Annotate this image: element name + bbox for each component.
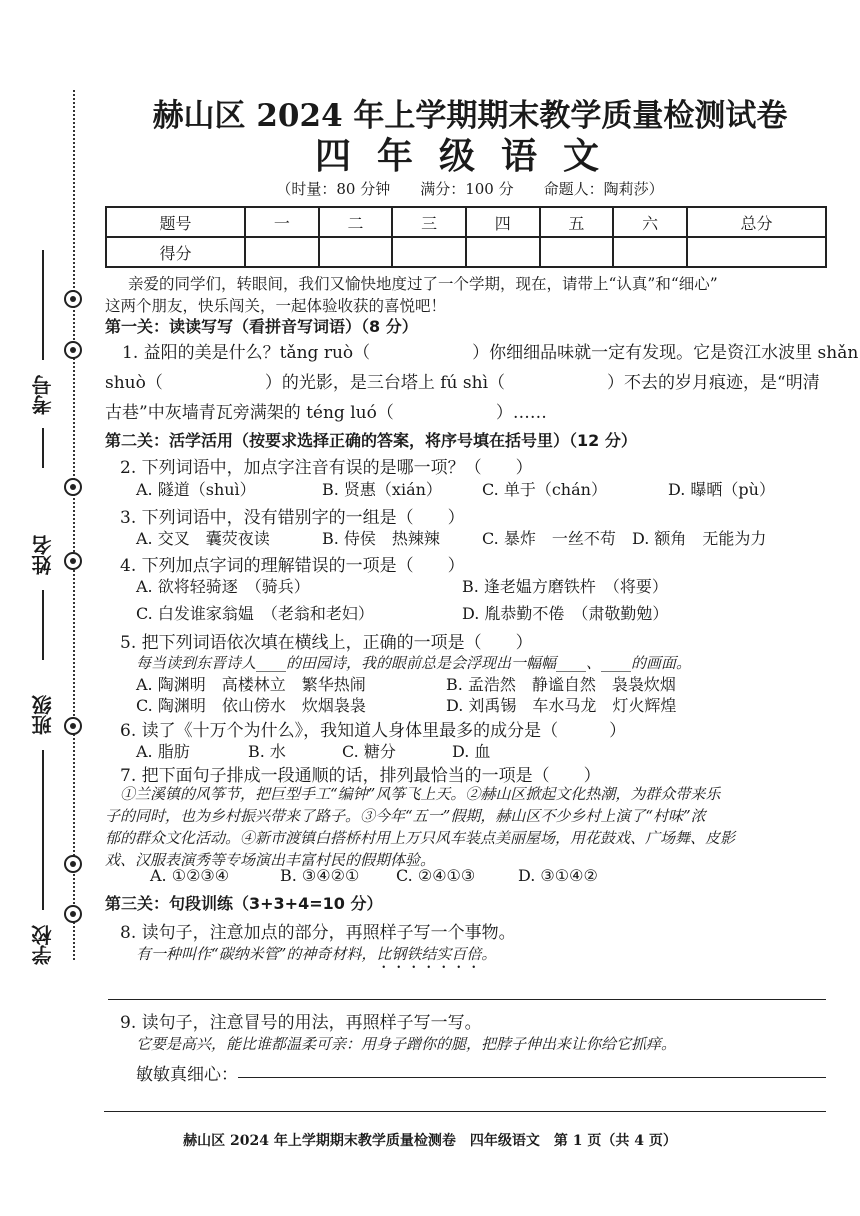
- name-line: [42, 590, 44, 660]
- score-cell: 四: [466, 207, 540, 237]
- option-b[interactable]: B. 孟浩然 静谧自然 袅袅炊烟: [446, 675, 676, 694]
- question-text: 7. 把下面句子排成一段通顺的话，排列最恰当的一项是（ ）: [120, 766, 601, 786]
- section-heading: 第一关：读读写写（看拼音写词语）（8 分）: [105, 317, 418, 336]
- exam-number-line: [42, 250, 44, 360]
- option-c[interactable]: C. 糖分: [342, 742, 396, 761]
- score-table: [105, 206, 827, 268]
- example-sentence: [136, 943, 496, 972]
- question-text: 6. 读了《十万个为什么》，我知道人身体里最多的成分是（ ）: [120, 721, 627, 741]
- question-text: 4. 下列加点字词的理解错误的一项是（ ）: [120, 556, 465, 576]
- exam-meta: （时量：80 分钟 满分：100 分 命题人：陶莉莎）: [276, 180, 664, 198]
- option-c[interactable]: C. 白发谁家翁媪 （老翁和老妇）: [136, 604, 374, 623]
- section-heading: 第二关：活学活用（按要求选择正确的答案，将序号填在括号里）（12 分）: [105, 431, 637, 450]
- option-b[interactable]: B. 贤惠（xián）: [322, 480, 442, 499]
- binding-hole-icon: [64, 905, 82, 923]
- option-a[interactable]: A. 欲将轻骑逐 （骑兵）: [136, 577, 310, 596]
- school-label: 学校: [31, 925, 55, 965]
- option-d[interactable]: D. 刘禹锡 车水马龙 灯火辉煌: [446, 696, 677, 715]
- question-text: 8. 读句子，注意加点的部分，再照样子写一个事物。: [120, 923, 516, 943]
- option-a[interactable]: A. ①②③④: [150, 866, 230, 885]
- binding-hole-icon: [64, 552, 82, 570]
- option-c[interactable]: C. 暴炸 一丝不苟: [482, 529, 616, 548]
- intro-text: 亲爱的同学们，转眼间，我们又愉快地度过了一个学期，现在，请带上“认真”和“细心”: [128, 275, 718, 293]
- score-cell: 总分: [687, 207, 826, 237]
- option-b[interactable]: B. 侍侯 热辣辣: [322, 529, 440, 548]
- binding-hole-icon: [64, 855, 82, 873]
- option-d[interactable]: D. 血: [452, 742, 491, 761]
- example-text: 有一种叫作“碳纳米管”的神奇材料，: [136, 945, 377, 963]
- score-table-score-row: [106, 237, 826, 267]
- option-c[interactable]: C. 单于（chán）: [482, 480, 607, 499]
- example-text: 。: [481, 945, 497, 963]
- score-input-cell[interactable]: [466, 237, 540, 267]
- question-text: 2. 下列词语中，加点字注音有误的是哪一项？（ ）: [120, 458, 533, 478]
- question-text: 1. 益阳的美是什么？tǎng ruò（ ）你细细品味就一定有发现。它是资江水波里 shǎn: [122, 343, 859, 363]
- intro-text: 这两个朋友，快乐闯关，一起体验收获的喜悦吧！: [105, 297, 447, 315]
- question-text: 5. 把下列词语依次填在横线上，正确的一项是（ ）: [120, 633, 533, 653]
- score-cell: 题号: [106, 207, 245, 237]
- answer-line[interactable]: [108, 999, 826, 1000]
- option-c[interactable]: C. ②④①③: [396, 866, 476, 885]
- score-cell: 二: [319, 207, 393, 237]
- binding-hole-icon: [64, 478, 82, 496]
- section-heading: 第三关：句段训练（3+3+4=10 分）: [105, 894, 383, 913]
- binding-hole-icon: [64, 341, 82, 359]
- option-a[interactable]: A. 脂肪: [136, 742, 190, 761]
- option-b[interactable]: B. 逢老媪方磨铁杵 （将要）: [462, 577, 668, 596]
- option-b[interactable]: B. 水: [248, 742, 286, 761]
- score-table-header-row: [106, 207, 826, 237]
- class-line: [42, 750, 44, 910]
- option-b[interactable]: B. ③④②①: [280, 866, 360, 885]
- option-d[interactable]: D. 额角 无能为力: [632, 529, 767, 548]
- answer-line[interactable]: [238, 1077, 826, 1078]
- exam-number-label: 考号: [31, 375, 55, 415]
- exam-number-line: [42, 428, 44, 468]
- score-input-cell[interactable]: [687, 237, 826, 267]
- score-cell: 一: [245, 207, 319, 237]
- exam-subtitle: 四年级语文: [314, 136, 625, 177]
- score-input-cell[interactable]: [540, 237, 614, 267]
- option-c[interactable]: C. 陶渊明 依山傍水 炊烟袅袅: [136, 696, 366, 715]
- score-input-cell[interactable]: [392, 237, 466, 267]
- option-a[interactable]: A. 交叉 囊荧夜读: [136, 529, 270, 548]
- score-input-cell[interactable]: [613, 237, 687, 267]
- name-label: 姓名: [31, 535, 55, 575]
- question-text: 古巷”中灰墙青瓦旁满架的 téng luó（ ）……: [105, 403, 547, 423]
- question-text: 9. 读句子，注意冒号的用法，再照样子写一写。: [120, 1013, 482, 1033]
- option-a[interactable]: A. 陶渊明 高楼林立 繁华热闹: [136, 675, 366, 694]
- question-paragraph: 子的同时，也为乡村振兴带来了路子。③今年“五一”假期，赫山区不少乡村上演了“村味”浓: [105, 807, 706, 825]
- option-d[interactable]: D. 曝晒（pù）: [668, 480, 775, 499]
- option-d[interactable]: D. ③①④②: [518, 866, 598, 885]
- question-paragraph: 戏、汉服表演秀等专场演出丰富村民的假期体验。: [105, 851, 436, 869]
- page-footer: 赫山区 2024 年上学期期末教学质量检测卷 四年级语文 第 1 页（共 4 页）: [183, 1133, 677, 1149]
- question-text: 3. 下列词语中，没有错别字的一组是（ ）: [120, 508, 465, 528]
- score-cell: 五: [540, 207, 614, 237]
- answer-line[interactable]: [104, 1111, 826, 1112]
- question-paragraph: 郁的群众文化活动。④新市渡镇白搭桥村用上万只风车装点美丽屋场，用花鼓戏、广场舞、皮影: [105, 829, 736, 847]
- option-d[interactable]: D. 胤恭勤不倦 （肃敬勤勉）: [462, 604, 669, 623]
- question-paragraph: ①兰溪镇的风筝节，把巨型手工“编钟”风筝飞上天。②赫山区掀起文化热潮，为群众带来乐: [120, 785, 721, 803]
- example-sentence: 它要是高兴，能比谁都温柔可亲：用身子蹭你的腿，把脖子伸出来让你给它抓痒。: [136, 1035, 677, 1053]
- class-label: 班级: [31, 695, 55, 735]
- question-subtext: 每当读到东晋诗人____的田园诗，我的眼前总是会浮现出一幅幅____、____的画面。: [136, 654, 692, 672]
- score-cell: 六: [613, 207, 687, 237]
- score-input-cell[interactable]: [245, 237, 319, 267]
- exam-title: 赫山区 2024 年上学期期末教学质量检测试卷: [152, 98, 788, 134]
- binding-hole-icon: [64, 290, 82, 308]
- binding-dotted-line: [73, 90, 75, 960]
- answer-prompt: 敏敏真细心：: [136, 1065, 238, 1085]
- question-text: shuò（ ）的光影，是三台塔上 fú shì（ ）不去的岁月痕迹，是“明清: [105, 373, 820, 393]
- emphasized-text: 比钢铁结实百倍: [376, 945, 482, 963]
- binding-hole-icon: [64, 717, 82, 735]
- score-cell: 得分: [106, 237, 245, 267]
- option-a[interactable]: A. 隧道（shuì）: [136, 480, 256, 499]
- score-cell: 三: [392, 207, 466, 237]
- score-input-cell[interactable]: [319, 237, 393, 267]
